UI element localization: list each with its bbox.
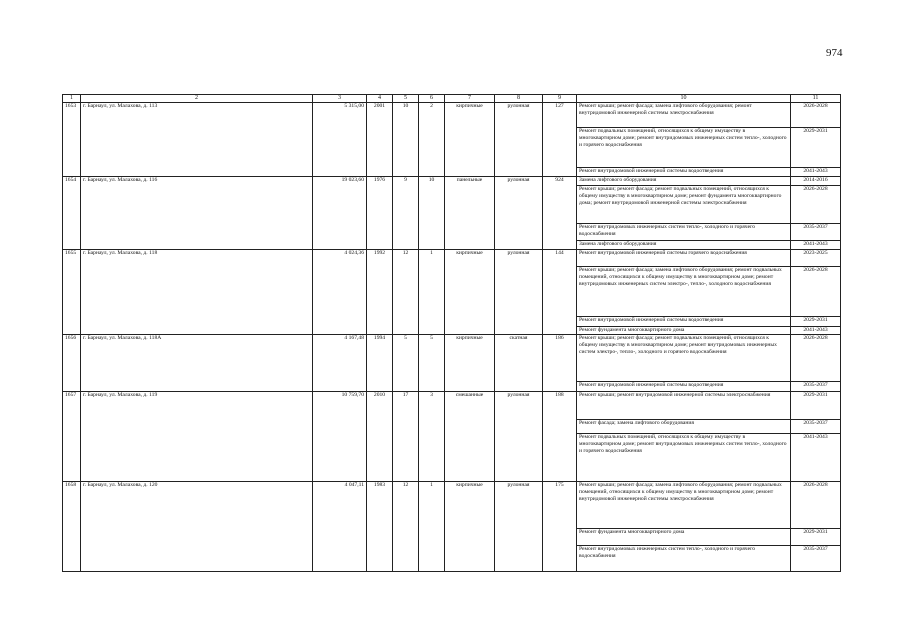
cell-residents: 127: [543, 103, 577, 177]
cell-entrances: 10: [419, 177, 445, 250]
cell-period: 2023-2025: [791, 250, 841, 267]
cell-period: 2035-2037: [791, 420, 841, 434]
cell-period: 2029-2031: [791, 317, 841, 327]
cell-work: Ремонт фундамента многоквартирного дома: [577, 529, 791, 546]
cell-roof: рулонная: [495, 482, 543, 572]
cell-period: 2041-2043: [791, 168, 841, 177]
cell-area: 10 759,70: [313, 392, 367, 482]
cell-floors: 17: [393, 392, 419, 482]
cell-period: 2026-2028: [791, 103, 841, 128]
cell-num: 1654: [63, 177, 81, 250]
cell-work: Ремонт крыши; ремонт фасада; ремонт подвальных помещений, относящихся к общему имуществу в многоквартирном доме; ремонт фундамента многоквартирного дома; ремонт внутридомовой инженерной системы электроснабжения: [577, 186, 791, 224]
column-header: 6: [419, 95, 445, 103]
table-row: [63, 103, 841, 128]
cell-roof: рулонная: [495, 177, 543, 250]
cell-area: 5 315,00: [313, 103, 367, 177]
cell-period: 2029-2031: [791, 392, 841, 420]
cell-residents: 924: [543, 177, 577, 250]
cell-num: 1656: [63, 335, 81, 392]
cell-residents: 175: [543, 482, 577, 572]
cell-work: Ремонт крыши; ремонт фасада; замена лифтового оборудования; ремонт подвальных помещений, относящихся к общему имуществу в многоквартирном доме; ремонт внутридомовой инженерной системы электроснабжения: [577, 482, 791, 529]
cell-period: 2014-2016: [791, 177, 841, 186]
cell-work: Ремонт подвальных помещений, относящихся к общему имуществу в многоквартирном доме; ремонт внутридомовых инженерных систем тепло-, холодного и горячего водоснабжения: [577, 128, 791, 168]
cell-period: 2041-2043: [791, 327, 841, 335]
cell-entrances: 3: [419, 392, 445, 482]
cell-period: 2026-2028: [791, 482, 841, 529]
cell-area: 4 167,48: [313, 335, 367, 392]
cell-work: Ремонт крыши; ремонт фасада; замена лифтового оборудования; ремонт подвальных помещений, относящихся к общему имуществу в многоквартирном доме; ремонт внутридомовых инженерных систем электро-, тепло-, холодного водоснабжения: [577, 267, 791, 317]
cell-floors: 5: [393, 335, 419, 392]
header-row: [63, 95, 841, 103]
table-row: [63, 250, 841, 267]
cell-work: Ремонт внутридомовых инженерных систем тепло-, холодного и горячего водоснабжения: [577, 546, 791, 572]
cell-period: 2035-2037: [791, 224, 841, 241]
cell-work: Ремонт крыши; ремонт фасада; ремонт подвальных помещений, относящихся к общему имуществу в многоквартирном доме; ремонт внутридомовых инженерных систем электро-, тепло-, холодного и горячего водоснабжения: [577, 335, 791, 382]
cell-roof: рулонная: [495, 103, 543, 177]
cell-num: 1658: [63, 482, 81, 572]
cell-roof: рулонная: [495, 392, 543, 482]
cell-year: 2010: [367, 392, 393, 482]
cell-entrances: 1: [419, 482, 445, 572]
cell-walls: кирпичные: [445, 103, 495, 177]
cell-area: 4 024,36: [313, 250, 367, 335]
cell-work: Ремонт внутридомовых инженерных систем тепло-, холодного и горячего водоснабжения: [577, 224, 791, 241]
cell-work: Ремонт фасада; замена лифтового оборудования: [577, 420, 791, 434]
cell-address: г. Барнаул, ул. Малахова, д. 119: [81, 392, 313, 482]
column-header: 8: [495, 95, 543, 103]
cell-walls: панельные: [445, 177, 495, 250]
housing-register-table: [62, 94, 841, 572]
cell-address: г. Барнаул, ул. Малахова, д. 118: [81, 250, 313, 335]
cell-walls: кирпичные: [445, 335, 495, 392]
cell-address: г. Барнаул, ул. Малахова, д. 118А: [81, 335, 313, 392]
column-header: 11: [791, 95, 841, 103]
cell-work: Ремонт внутридомовой инженерной системы водоотведения: [577, 168, 791, 177]
cell-floors: 12: [393, 482, 419, 572]
cell-year: 1994: [367, 335, 393, 392]
cell-entrances: 2: [419, 103, 445, 177]
table-row: [63, 335, 841, 382]
cell-period: 2026-2028: [791, 186, 841, 224]
column-header: 10: [577, 95, 791, 103]
cell-period: 2029-2031: [791, 529, 841, 546]
cell-entrances: 5: [419, 335, 445, 392]
cell-work: Ремонт подвальных помещений, относящихся к общему имуществу в многоквартирном доме; ремонт внутридомовых инженерных систем тепло-, холодного и горячего водоснабжения: [577, 434, 791, 482]
cell-work: Ремонт внутридомовой инженерной системы горячего водоснабжения: [577, 250, 791, 267]
cell-walls: кирпичные: [445, 482, 495, 572]
column-header: 9: [543, 95, 577, 103]
cell-period: 2029-2031: [791, 128, 841, 168]
table-row: [63, 482, 841, 529]
cell-roof: скатная: [495, 335, 543, 392]
cell-roof: рулонная: [495, 250, 543, 335]
cell-area: 19 023,60: [313, 177, 367, 250]
table-row: [63, 177, 841, 186]
cell-walls: смешанные: [445, 392, 495, 482]
cell-work: Ремонт крыши; ремонт фасада; замена лифтового оборудования; ремонт внутридомовой инженерной системы электроснабжения: [577, 103, 791, 128]
page-number: 974: [826, 47, 843, 59]
cell-entrances: 1: [419, 250, 445, 335]
cell-year: 1976: [367, 177, 393, 250]
cell-address: г. Барнаул, ул. Малахова, д. 116: [81, 177, 313, 250]
cell-year: 2001: [367, 103, 393, 177]
column-header: 4: [367, 95, 393, 103]
column-header: 1: [63, 95, 81, 103]
cell-work: Ремонт фундамента многоквартирного дома: [577, 327, 791, 335]
cell-walls: кирпичные: [445, 250, 495, 335]
cell-residents: 188: [543, 392, 577, 482]
cell-floors: 9: [393, 177, 419, 250]
cell-period: 2035-2037: [791, 382, 841, 392]
cell-period: 2026-2028: [791, 335, 841, 382]
column-header: 5: [393, 95, 419, 103]
cell-work: Ремонт крыши; ремонт внутридомовой инженерной системы электроснабжения: [577, 392, 791, 420]
table-row: [63, 392, 841, 420]
cell-work: Замена лифтового оборудования: [577, 177, 791, 186]
cell-residents: 144: [543, 250, 577, 335]
cell-floors: 12: [393, 250, 419, 335]
cell-num: 1655: [63, 250, 81, 335]
cell-period: 2035-2037: [791, 546, 841, 572]
cell-year: 1983: [367, 482, 393, 572]
column-header: 2: [81, 95, 313, 103]
cell-num: 1653: [63, 103, 81, 177]
cell-work: Замена лифтового оборудования: [577, 241, 791, 250]
cell-period: 2041-2043: [791, 241, 841, 250]
column-header: 7: [445, 95, 495, 103]
cell-address: г. Барнаул, ул. Малахова, д. 113: [81, 103, 313, 177]
cell-period: 2041-2043: [791, 434, 841, 482]
cell-address: г. Барнаул, ул. Малахова, д. 120: [81, 482, 313, 572]
cell-year: 1992: [367, 250, 393, 335]
cell-floors: 10: [393, 103, 419, 177]
cell-work: Ремонт внутридомовой инженерной системы водоотведения: [577, 317, 791, 327]
cell-num: 1657: [63, 392, 81, 482]
cell-residents: 186: [543, 335, 577, 392]
cell-area: 4 047,11: [313, 482, 367, 572]
cell-period: 2026-2028: [791, 267, 841, 317]
column-header: 3: [313, 95, 367, 103]
cell-work: Ремонт внутридомовой инженерной системы водоотведения: [577, 382, 791, 392]
